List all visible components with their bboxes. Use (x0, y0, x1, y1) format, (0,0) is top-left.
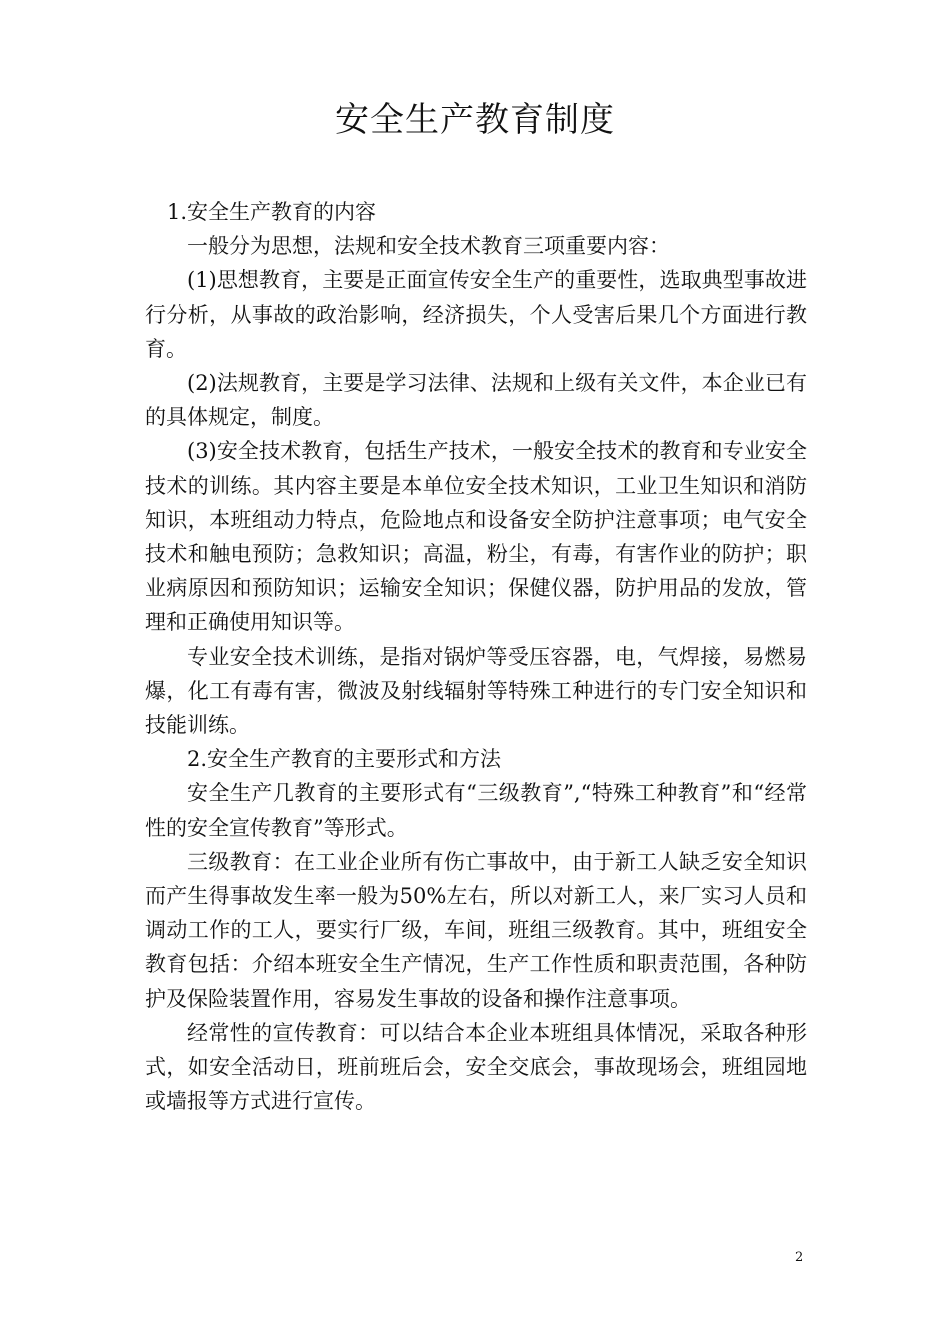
section-heading-forms: 2.安全生产教育的主要形式和方法 (187, 747, 502, 772)
paragraph-regular-publicity: 经常性的宣传教育：可以结合本企业本班组具体情况，采取各种形式，如安全活动日，班前班后会，安全交底会，事故现场会，班组园地或墙报等方式进行宣传。 (145, 1020, 807, 1114)
paragraph-regulation-education: (2)法规教育，主要是学习法律、法规和上级有关文件，本企业已有的具体规定，制度。 (145, 371, 807, 430)
page-number: 2 (795, 1250, 804, 1265)
section-heading-content: 1.安全生产教育的内容 (167, 200, 377, 224)
paragraph-three-level-education: 三级教育：在工业企业所有伤亡事故中，由于新工人缺乏安全知识而产生得事故发生率一般为50%左右，所以对新工人，来厂实习人员和调动工作的工人，要实行厂级，车间，班组三级教育。其中，班组安全教育包括：介绍本班安全生产情况，生产工作性质和职责范围，各种防护及保险装置作用，容易发生事故的设备和操作注意事项。 (145, 849, 807, 1011)
paragraph-special-training: 专业安全技术训练，是指对锅炉等受压容器，电，气焊接，易燃易爆，化工有毒有害，微波及射线辐射等特殊工种进行的专门安全知识和技能训练。 (145, 644, 807, 738)
paragraph-main-forms: 安全生产几教育的主要形式有“三级教育”,“特殊工种教育”和“经常性的安全宣传教育”等形式。 (145, 781, 807, 840)
paragraph-ideological-education: (1)思想教育，主要是正面宣传安全生产的重要性，选取典型事故进行分析，从事故的政治影响，经济损失，个人受害后果几个方面进行教育。 (145, 268, 807, 361)
paragraph-overview: 一般分为思想，法规和安全技术教育三项重要内容： (187, 234, 670, 259)
document-body (145, 195, 807, 1118)
page-title: 安全生产教育制度 (335, 100, 615, 140)
paragraph-technical-education: (3)安全技术教育，包括生产技术，一般安全技术的教育和专业安全技术的训练。其内容主要是本单位安全技术知识，工业卫生知识和消防知识，本班组动力特点，危险地点和设备安全防护注意事项；电气安全技术和触电预防；急救知识；高温，粉尘，有毒，有害作业的防护；职业病原因和预防知识；运输安全知识；保健仪器，防护用品的发放，管理和正确使用知识等。 (145, 439, 807, 635)
